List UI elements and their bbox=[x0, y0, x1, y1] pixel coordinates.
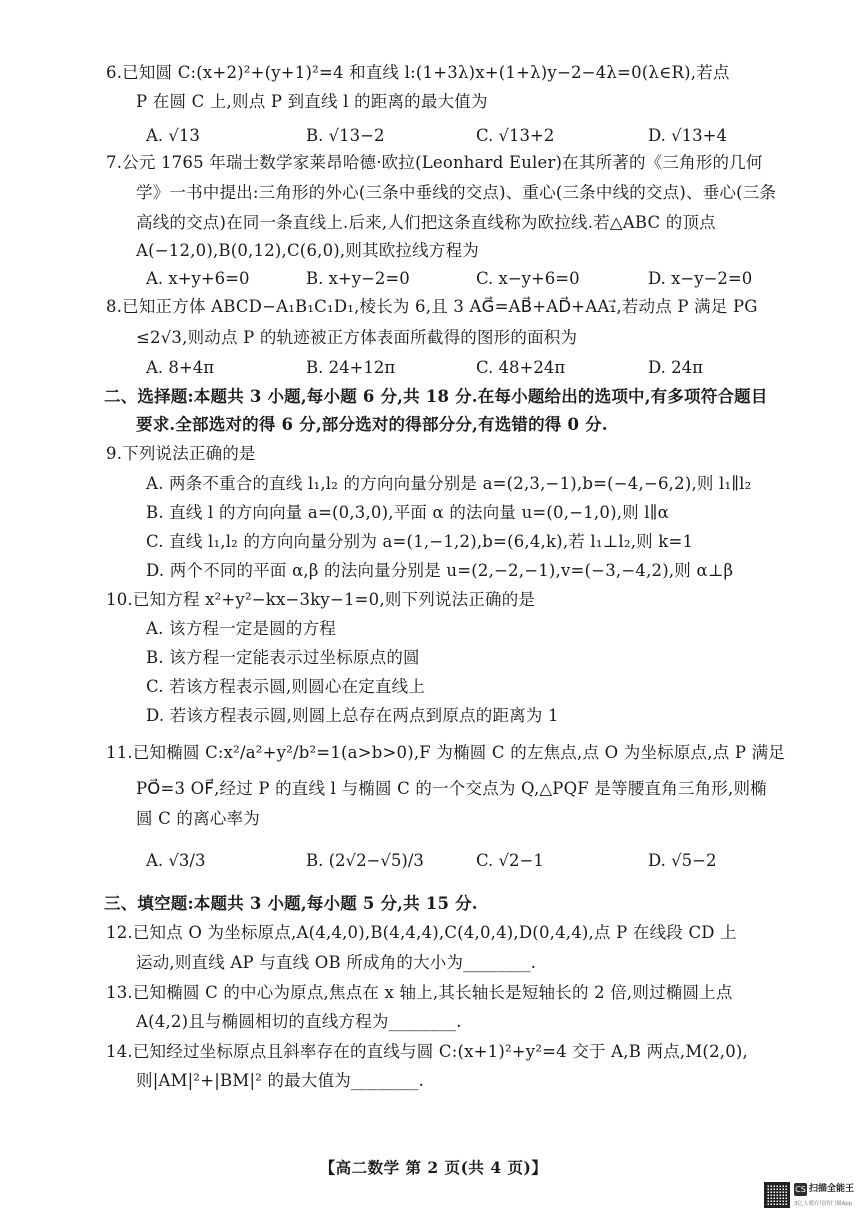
question-11-option-c: C. √2−1 bbox=[476, 851, 544, 870]
question-6-line-2: P 在圆 C 上,则点 P 到直线 l 的距离的最大值为 bbox=[136, 92, 488, 111]
question-11-option-d: D. √5−2 bbox=[648, 851, 717, 870]
question-7-option-d: D. x−y−2=0 bbox=[648, 269, 753, 288]
question-7-option-b: B. x+y−2=0 bbox=[306, 269, 410, 288]
question-7-option-a: A. x+y+6=0 bbox=[146, 269, 250, 288]
question-6-option-d: D. √13+4 bbox=[648, 126, 727, 145]
question-8-line-2: ≤2√3,则动点 P 的轨迹被正方体表面所截得的图形的面积为 bbox=[136, 328, 578, 347]
question-13-line-1: 13.已知椭圆 C 的中心为原点,焦点在 x 轴上,其长轴长是短轴长的 2 倍,则过椭圆上点 bbox=[106, 983, 733, 1002]
question-7-line-1: 7.公元 1765 年瑞士数学家莱昂哈德·欧拉(Leonhard Euler)在其所著的《三角形的几何 bbox=[106, 153, 763, 172]
question-14-line-2: 则|AM|²+|BM|² 的最大值为________. bbox=[136, 1071, 425, 1090]
qr-code-icon bbox=[764, 1182, 790, 1208]
question-11-line-3: 圆 C 的离心率为 bbox=[136, 809, 260, 828]
question-9-option-b: B. 直线 l 的方向向量 a=(0,3,0),平面 α 的法向量 u=(0,−1,0),则 l∥α bbox=[146, 503, 669, 522]
question-7-line-2: 学》一书中提出:三角形的外心(三条中垂线的交点)、重心(三条中线的交点)、垂心(三条 bbox=[136, 183, 777, 202]
question-9-option-a: A. 两条不重合的直线 l₁,l₂ 的方向向量分别是 a=(2,3,−1),b=(−4,−6,2),则 l₁∥l₂ bbox=[146, 474, 752, 493]
question-12-line-2: 运动,则直线 AP 与直线 OB 所成角的大小为________. bbox=[136, 953, 537, 972]
question-8-option-d: D. 24π bbox=[648, 358, 703, 377]
question-11-line-2: PO⃗=3 OF⃗,经过 P 的直线 l 与椭圆 C 的一个交点为 Q,△PQF 是等腰直角三角形,则椭 bbox=[136, 779, 767, 798]
question-8-option-a: A. 8+4π bbox=[146, 358, 215, 377]
scanner-logo-icon: CS bbox=[795, 1185, 806, 1194]
question-7-option-c: C. x−y+6=0 bbox=[476, 269, 580, 288]
question-12-line-1: 12.已知点 O 为坐标原点,A(4,4,0),B(4,4,4),C(4,0,4),D(0,4,4),点 P 在线段 CD 上 bbox=[106, 923, 737, 942]
question-11-option-b: B. (2√2−√5)/3 bbox=[306, 851, 424, 870]
question-10-option-d: D. 若该方程表示圆,则圆上总存在两点到原点的距离为 1 bbox=[146, 706, 559, 725]
question-8-line-1: 8.已知正方体 ABCD−A₁B₁C₁D₁,棱长为 6,且 3 AG⃗=AB⃗+AD⃗+AA₁⃗,若动点 P 满足 PG bbox=[106, 297, 758, 316]
section-3-heading: 三、填空题:本题共 3 小题,每小题 5 分,共 15 分. bbox=[104, 894, 478, 913]
question-7-line-3: 高线的交点)在同一条直线上.后来,人们把这条直线称为欧拉线.若△ABC 的顶点 bbox=[136, 213, 716, 232]
question-14-line-1: 14.已知经过坐标原点且斜率存在的直线与圆 C:(x+1)²+y²=4 交于 A,B 两点,M(2,0), bbox=[106, 1042, 748, 1061]
question-6-option-c: C. √13+2 bbox=[476, 126, 555, 145]
question-7-line-4: A(−12,0),B(0,12),C(6,0),则其欧拉线方程为 bbox=[136, 241, 479, 260]
question-10-option-c: C. 若该方程表示圆,则圆心在定直线上 bbox=[146, 677, 426, 696]
question-13-line-2: A(4,2)且与椭圆相切的直线方程为________. bbox=[136, 1012, 462, 1031]
question-8-option-b: B. 24+12π bbox=[306, 358, 396, 377]
question-8-option-c: C. 48+24π bbox=[476, 358, 566, 377]
scanner-brand-tagline: 3亿人都在用的扫描App bbox=[794, 1201, 853, 1207]
scanner-watermark bbox=[794, 1181, 855, 1211]
question-9-option-d: D. 两个不同的平面 α,β 的法向量分别是 u=(2,−2,−1),v=(−3,−4,2),则 α⊥β bbox=[146, 561, 734, 580]
question-6-option-a: A. √13 bbox=[146, 126, 200, 145]
question-11-line-1: 11.已知椭圆 C:x²/a²+y²/b²=1(a>b>0),F 为椭圆 C 的左焦点,点 O 为坐标原点,点 P 满足 bbox=[106, 743, 785, 762]
section-2-heading-line-2: 要求.全部选对的得 6 分,部分选对的得部分分,有选错的得 0 分. bbox=[136, 415, 608, 434]
question-10-line-1: 10.已知方程 x²+y²−kx−3ky−1=0,则下列说法正确的是 bbox=[106, 590, 536, 609]
question-6-option-b: B. √13−2 bbox=[306, 126, 385, 145]
question-6-line-1: 6.已知圆 C:(x+2)²+(y+1)²=4 和直线 l:(1+3λ)x+(1+λ)y−2−4λ=0(λ∈R),若点 bbox=[106, 63, 730, 82]
scanner-brand-name: 扫描全能王 bbox=[809, 1184, 855, 1194]
section-2-heading-line-1: 二、选择题:本题共 3 小题,每小题 6 分,共 18 分.在每小题给出的选项中,有多项符合题目 bbox=[104, 387, 768, 406]
question-9-option-c: C. 直线 l₁,l₂ 的方向向量分别为 a=(1,−1,2),b=(6,4,k),若 l₁⊥l₂,则 k=1 bbox=[146, 532, 694, 551]
question-10-option-b: B. 该方程一定能表示过坐标原点的圆 bbox=[146, 648, 420, 667]
page-footer: 【高二数学 第 2 页(共 4 页)】 bbox=[319, 1158, 548, 1177]
question-10-option-a: A. 该方程一定是圆的方程 bbox=[146, 619, 337, 638]
question-11-option-a: A. √3/3 bbox=[146, 851, 206, 870]
question-9-line-1: 9.下列说法正确的是 bbox=[106, 444, 256, 463]
